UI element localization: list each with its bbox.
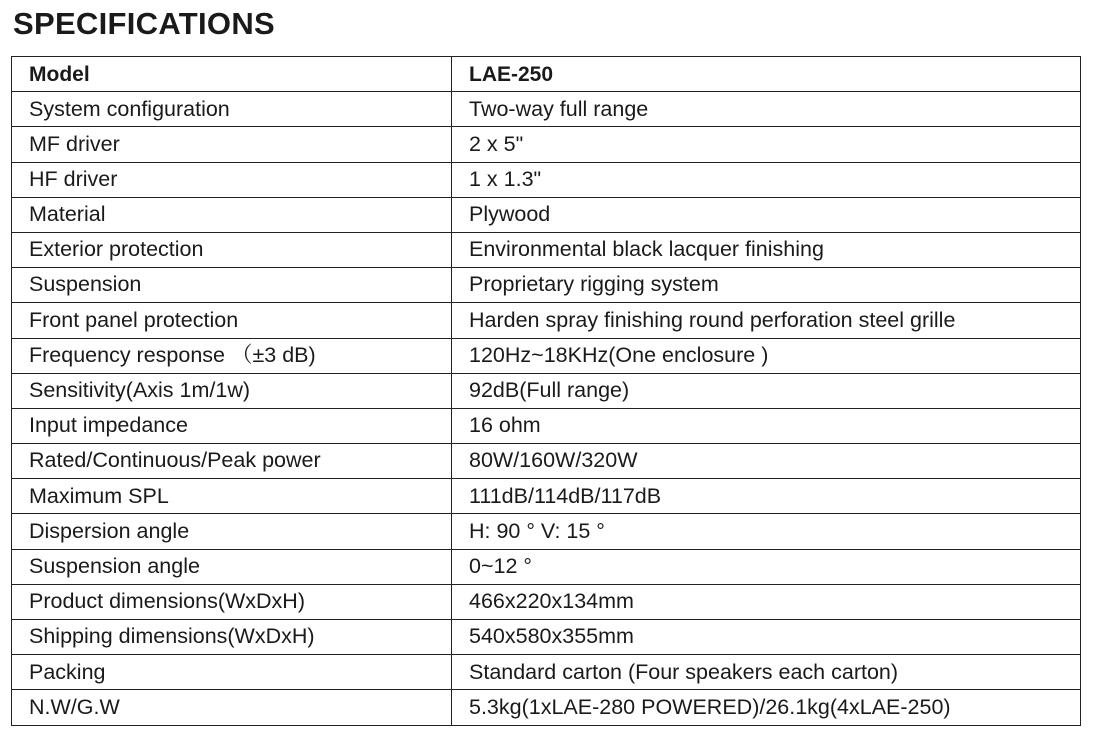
- spec-label-cell: Packing: [12, 655, 452, 690]
- spec-label-cell: Material: [12, 197, 452, 232]
- table-row: [12, 338, 1081, 373]
- table-row: [12, 514, 1081, 549]
- spec-value-cell: Environmental black lacquer finishing: [452, 232, 1081, 267]
- table-row: [12, 655, 1081, 690]
- spec-label-cell: Suspension: [12, 268, 452, 303]
- spec-value-cell: 80W/160W/320W: [452, 444, 1081, 479]
- spec-value-cell: Proprietary rigging system: [452, 268, 1081, 303]
- model-value-cell: LAE-250: [452, 57, 1081, 92]
- spec-value-cell: H: 90 ° V: 15 °: [452, 514, 1081, 549]
- spec-label-cell: N.W/G.W: [12, 690, 452, 725]
- table-row: [12, 373, 1081, 408]
- spec-label-cell: Rated/Continuous/Peak power: [12, 444, 452, 479]
- table-row: [12, 620, 1081, 655]
- table-row: [12, 584, 1081, 619]
- table-row: [12, 690, 1081, 725]
- table-row: [12, 197, 1081, 232]
- spec-value-cell: 540x580x355mm: [452, 620, 1081, 655]
- spec-label-cell: Input impedance: [12, 408, 452, 443]
- spec-value-cell: Plywood: [452, 197, 1081, 232]
- spec-value-cell: Standard carton (Four speakers each carton): [452, 655, 1081, 690]
- spec-label-cell: Suspension angle: [12, 549, 452, 584]
- spec-value-cell: 1 x 1.3": [452, 162, 1081, 197]
- spec-label-cell: MF driver: [12, 127, 452, 162]
- table-row: [12, 479, 1081, 514]
- table-header-row: [12, 57, 1081, 92]
- spec-label-cell: Shipping dimensions(WxDxH): [12, 620, 452, 655]
- table-row: [12, 162, 1081, 197]
- table-row: [12, 408, 1081, 443]
- specifications-table: [11, 56, 1081, 726]
- spec-value-cell: 92dB(Full range): [452, 373, 1081, 408]
- spec-value-cell: 5.3kg(1xLAE-280 POWERED)/26.1kg(4xLAE-250): [452, 690, 1081, 725]
- spec-value-cell: 0~12 °: [452, 549, 1081, 584]
- spec-value-cell: 466x220x134mm: [452, 584, 1081, 619]
- table-row: [12, 444, 1081, 479]
- spec-value-cell: 111dB/114dB/117dB: [452, 479, 1081, 514]
- specifications-table-body: [12, 57, 1081, 726]
- spec-label-cell: Front panel protection: [12, 303, 452, 338]
- table-row: [12, 268, 1081, 303]
- spec-label-cell: System configuration: [12, 92, 452, 127]
- spec-label-cell: Product dimensions(WxDxH): [12, 584, 452, 619]
- spec-label-cell: Exterior protection: [12, 232, 452, 267]
- table-row: [12, 92, 1081, 127]
- spec-value-cell: Two-way full range: [452, 92, 1081, 127]
- spec-value-cell: 120Hz~18KHz(One enclosure ): [452, 338, 1081, 373]
- model-label-cell: Model: [12, 57, 452, 92]
- spec-value-cell: 2 x 5": [452, 127, 1081, 162]
- spec-label-cell: Frequency response （±3 dB): [12, 338, 452, 373]
- table-row: [12, 303, 1081, 338]
- page-title: SPECIFICATIONS: [13, 6, 275, 41]
- spec-label-cell: Dispersion angle: [12, 514, 452, 549]
- spec-label-cell: HF driver: [12, 162, 452, 197]
- spec-label-cell: Maximum SPL: [12, 479, 452, 514]
- table-row: [12, 549, 1081, 584]
- spec-value-cell: Harden spray finishing round perforation steel grille: [452, 303, 1081, 338]
- table-row: [12, 127, 1081, 162]
- spec-value-cell: 16 ohm: [452, 408, 1081, 443]
- spec-label-cell: Sensitivity(Axis 1m/1w): [12, 373, 452, 408]
- table-row: [12, 232, 1081, 267]
